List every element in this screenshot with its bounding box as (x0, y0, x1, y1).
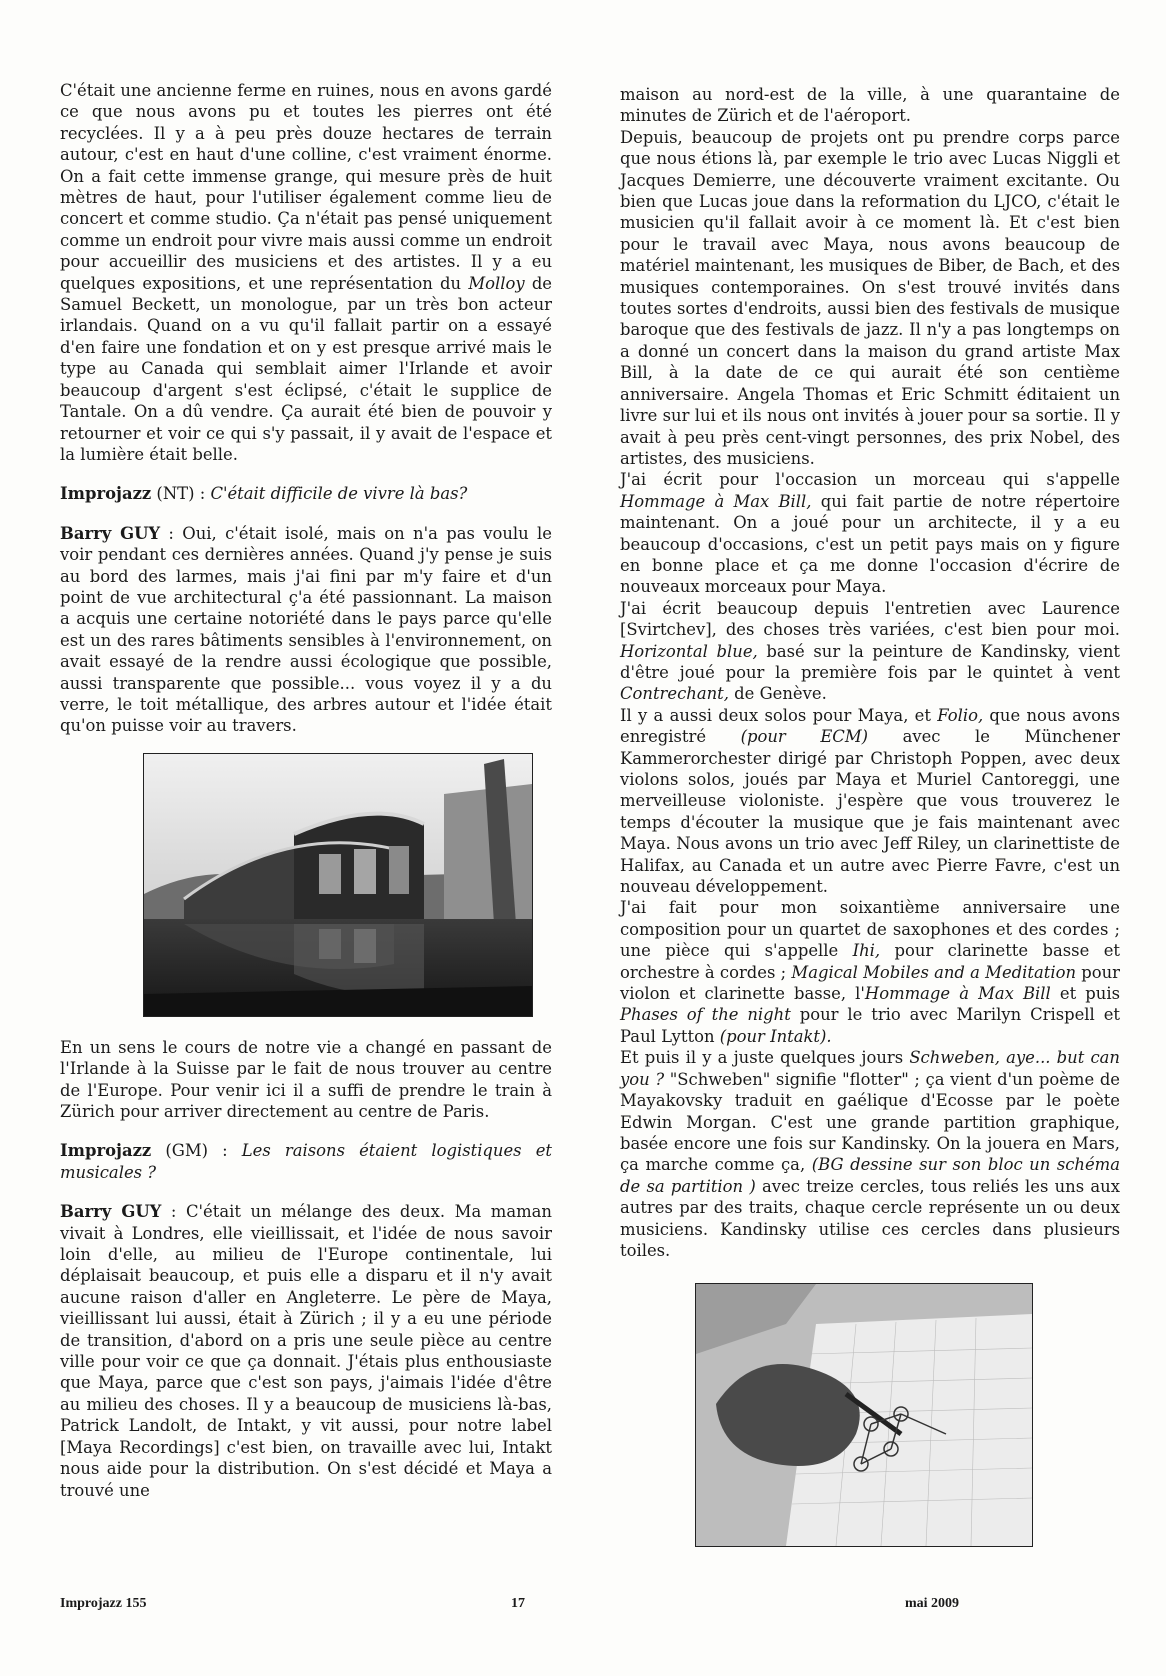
paragraph-horizontal-blue: J'ai écrit beaucoup depuis l'entretien avec Laurence [Svirtchev], des choses très variées, c'est bien pour moi. Horizontal blue, basé sur la peinture de Kandinsky, vient d'être joué pour la première fois par le quintet à vent Contrechant, de Genève. (620, 598, 1121, 704)
answer-1: Barry GUY : Oui, c'était isolé, mais on n'a pas voulu le voir pendant ces dernières années. Quand j'y pense je suis au bord des larmes, mais j'ai fini par m'y faire et d'un point de vue architectural ç'a été passionnant. La maison a acquis une certaine notoriété dans le pays parce qu'elle est un des rares bâtiments sensibles à l'environnement, on avait essayé de la rendre aussi écologique que possible, aussi transparente que possible... vous voyez il y a du verre, le toit métallique, des arbres autour et l'idée était qu'on puisse voir au travers. (60, 523, 552, 736)
paragraph-sixtieth: J'ai fait pour mon soixantième anniversaire une composition pour un quartet de saxophones et des cordes ; une pièce qui s'appelle Ihi, pour clarinette basse et orchestre à cordes ; Magical Mobiles and a Meditation pour violon et clarinette basse, l'Hommage à Max Bill et puis Phases of the night pour le trio avec Marilyn Crispell et Paul Lytton (pour Intakt). (620, 898, 1121, 1046)
footer-date: mai 2009 (905, 1596, 960, 1611)
speaker-improjazz: Improjazz (60, 1141, 152, 1161)
paragraph-farm: C'était une ancienne ferme en ruines, nous en avons gardé ce que nous avons pu et toutes les pierres ont été recyclées. Il y a à peu près douze hectares de terrain autour, c'est en haut d'une colline, c'est vraiment énorme. On a fait cette immense grange, qui mesure près de huit mètres de haut, pour l'utiliser également comme lieu de concert et comme studio. Ça n'était pas pensé uniquement comme un endroit pour vivre mais aussi comme un endroit pour accueillir des musiciens et des artistes. Il y a eu quelques expositions, et une représentation du Molloy de Samuel Beckett, un monologue, par un très bon acteur irlandais. Quand on a vu qu'il fallait partir on a essayé d'en faire une fondation et on y est presque arrivé mais le type au Canada qui semblait aimer l'Irlande et avoir beaucoup d'argent s'est éclipsé, c'était le supplice de Tantale. On a dû vendre. Ça aurait été bien de pouvoir y retourner et voir ce qui s'y passait, il y avait de l'espace et la lumière était belle. (60, 81, 553, 464)
house-photo (143, 753, 533, 1017)
paragraph-hommage: J'ai écrit pour l'occasion un morceau qui s'appelle Hommage à Max Bill, qui fait partie de notre répertoire maintenant. On a joué pour un architecte, il y a eu beaucoup d'occasions, c'est un petit pays mais on y figure en bonne place et ça me donne l'occasion d'écrire de nouveaux morceaux pour Maya. (620, 470, 1120, 597)
answer-2: Barry GUY : C'était un mélange des deux. Ma maman vivait à Londres, elle vieillissait, et l'idée de nous savoir loin d'elle, au milieu de l'Europe continentale, lui déplaisait beaucoup, et puis elle a disparu et il n'y avait aucune raison d'aller en Angleterre. Le père de Maya, vieillissant lui aussi, était à Zürich ; il y a eu une période de transition, d'abord on a pris une seule pièce au centre ville pour voir ce que ça donnait. J'étais plus enthousiaste que Maya, parce que c'est son pays, j'aimais l'idée d'être au milieu des choses. Il y a beaucoup de musiciens là-bas, Patrick Landolt, de Intakt, y vit aussi, pour notre label [Maya Recordings] c'est bien, on travaille avec lui, Intakt nous aide pour la distribution. On s'est décidé et Maya a trouvé une (60, 1202, 552, 1500)
speaker-barry-guy: Barry GUY (60, 1202, 162, 1222)
question-2: Improjazz (GM) : Les raisons étaient logistiques et musicales ? (60, 1141, 552, 1182)
footer-magazine: Improjazz 155 (60, 1596, 147, 1611)
speaker-barry-guy: Barry GUY (60, 523, 161, 543)
speaker-improjazz: Improjazz (60, 484, 152, 504)
paragraph-house-location: maison au nord-est de la ville, à une quarantaine de minutes de Zürich et de l'aéroport. (620, 85, 1120, 126)
paragraph-schweben: Et puis il y a juste quelques jours Schweben, aye... but can you ? "Schweben" signifie "flotter" ; ça vient d'un poème de Mayakovsky traduit en gaélique d'Ecosse par le poète Edwin Morgan. C'est une grande partition graphique, basée encore une fois sur Kandinsky. On la jouera en Mars, ça marche comme ça, (BG dessine sur son bloc un schéma de sa partition ) avec treize cercles, tous reliés les uns aux autres par des traits, chaque cercle représente un ou deux musiciens. Kandinsky utilise ces cercles dans plusieurs toiles. (620, 1048, 1121, 1260)
paragraph-folio: Il y a aussi deux solos pour Maya, et Folio, que nous avons enregistré (pour ECM) avec le Münchener Kammerorchester dirigé par Christoph Poppen, avec deux violons solos, joués par Maya et Muriel Cantoreggi, une merveilleuse violoniste. j'espère que vous trouverez le temps d'écouter la musique que je fais maintenant avec Maya. Nous avons un trio avec Jeff Riley, un clarinettiste de Halifax, au Canada et un autre avec Pierre Favre, c'est un nouveau développement. (620, 705, 1120, 897)
left-column (60, 80, 552, 1501)
footer-page-number: 17 (511, 1596, 525, 1611)
paragraph-move: En un sens le cours de notre vie a changé en passant de l'Irlande à la Suisse par le fait de nous trouver au centre de l'Europe. Pour venir ici il a suffi de prendre le train à Zürich pour arriver directement au centre de Paris. (60, 1037, 552, 1121)
right-column (620, 84, 1120, 1547)
score-photo (695, 1283, 1033, 1547)
question-1: Improjazz (NT) : C'était difficile de vivre là bas? (60, 484, 468, 504)
paragraph-projects: Depuis, beaucoup de projets ont pu prendre corps parce que nous étions là, par exemple le trio avec Lucas Niggli et Jacques Demierre, une découverte vraiment excitante. Ou bien que Lucas joue dans la reformation du LJCO, c'était le musicien qu'il fallait avoir à ce moment là. Et c'est bien pour le travail avec Maya, nous avons beaucoup de matériel maintenant, les musiques de Biber, de Bach, et des musiques contemporaines. On s'est trouvé invités dans toutes sortes d'endroits, aussi bien des festivals de musique baroque que des festivals de jazz. Il n'y a pas longtemps on a donné un concert dans la maison du grand artiste Max Bill, à la date de ce qui aurait été son centième anniversaire. Angela Thomas et Eric Schmitt éditaient un livre sur lui et ils nous ont invités à jouer pour sa sortie. Il y avait à peu près cent-vingt personnes, des prix Nobel, des artistes, des musiciens. (620, 127, 1120, 468)
title-molloy: Molloy (468, 273, 525, 293)
